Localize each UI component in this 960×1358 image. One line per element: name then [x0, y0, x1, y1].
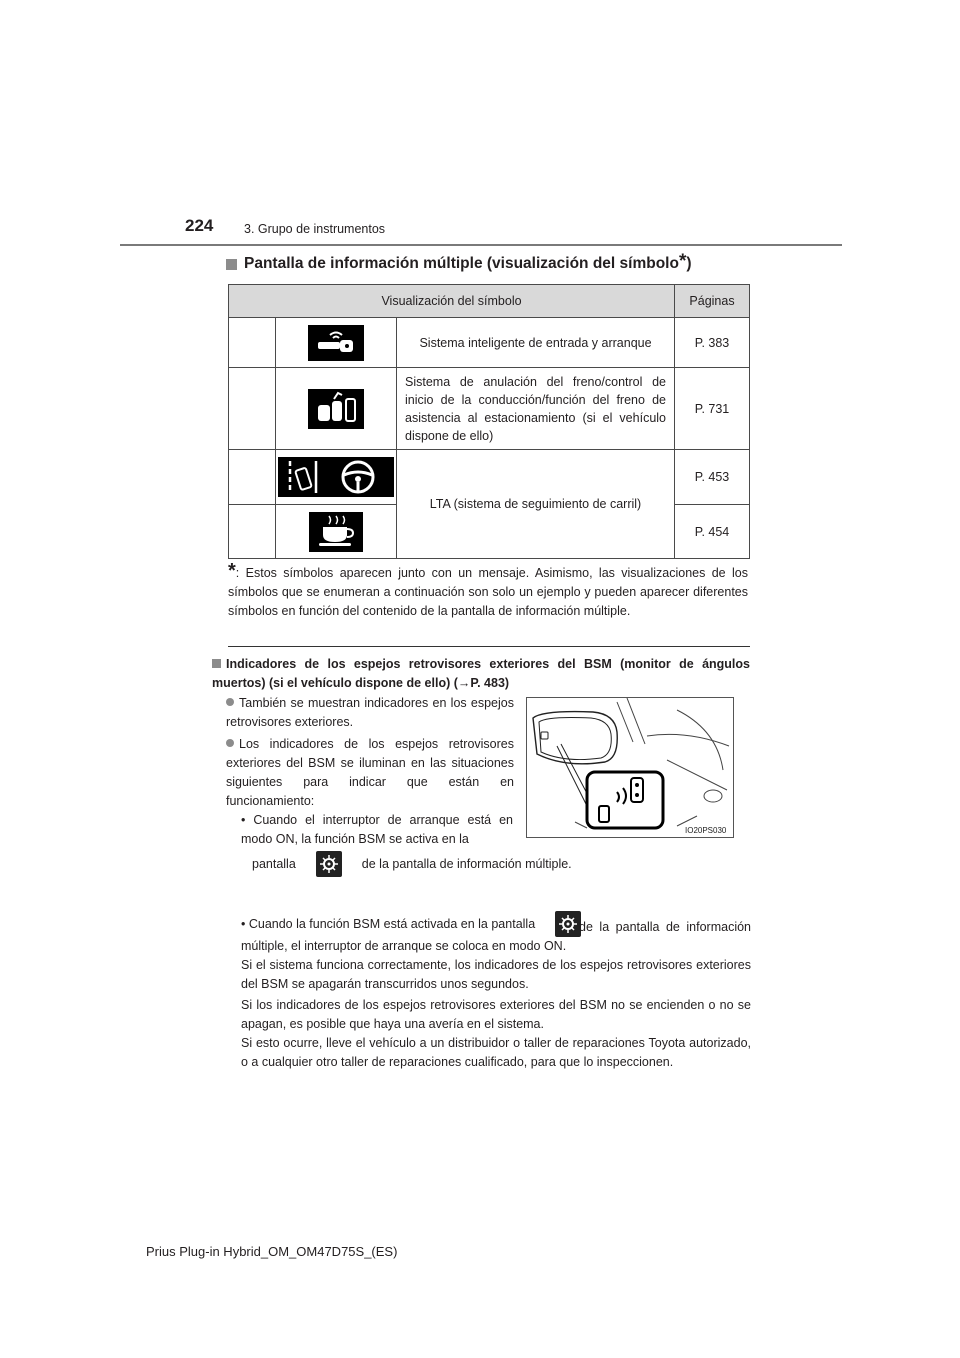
section-divider [228, 646, 750, 647]
bsm-heading: Indicadores de los espejos retrovisores exteriores del BSM (monitor de ángulos muertos) (si el vehículo dispone de ello) (→P. 483) [212, 657, 750, 690]
row-page: P. 453 [675, 450, 750, 505]
row-page: P. 454 [675, 505, 750, 559]
symbol-table [228, 284, 750, 559]
square-bullet-icon [226, 259, 237, 270]
row-description: LTA (sistema de seguimiento de carril) [397, 450, 675, 559]
table-row [229, 450, 750, 505]
sub-item-continuation: de la pantalla de información múltiple, el interruptor de arranque se coloca en modo ON. [241, 920, 751, 953]
col-header-pages: Páginas [675, 285, 750, 318]
bullet-dot-icon [226, 739, 234, 747]
chapter-title: 3. Grupo de instrumentos [244, 222, 386, 236]
header-divider [120, 244, 842, 246]
bullet-dot-icon [226, 698, 234, 706]
brake-override-icon [308, 389, 364, 429]
square-bullet-icon [212, 659, 221, 668]
coffee-cup-icon [309, 512, 363, 552]
col-header-symbol: Visualización del símbolo [229, 285, 675, 318]
list-item: Los indicadores de los espejos retrovisores exteriores del BSM se iluminan en las situaciones siguientes para indicar que están en funcionamiento: [226, 737, 514, 808]
lane-trace-icon [278, 457, 394, 497]
bsm-gear-icon [316, 851, 342, 877]
sub-item: • Cuando el interruptor de arranque está en modo ON, la función BSM se activa en la [241, 813, 513, 846]
sub-item: • Cuando la función BSM está activada en la pantalla [241, 911, 751, 937]
smart-key-icon [308, 325, 364, 361]
footer-text: Prius Plug-in Hybrid_OM_OM47D75S_(ES) [146, 1244, 398, 1259]
paragraph: Si esto ocurre, lleve el vehículo a un distribuidor o taller de reparaciones Toyota autorizado, o a cualquier otro taller de reparaciones cualificado, para que lo inspeccionen. [241, 1036, 751, 1069]
list-item: También se muestran indicadores en los espejos retrovisores exteriores. [226, 696, 514, 729]
bsm-mirror-figure [526, 697, 734, 838]
sub-item-continuation: pantalla de la pantalla de información múltiple. [252, 851, 514, 877]
paragraph: Si los indicadores de los espejos retrovisores exteriores del BSM no se encienden o no se apagan, es posible que haya una avería en el sistema. [241, 998, 751, 1031]
row-page: P. 383 [675, 318, 750, 368]
row-description: Sistema de anulación del freno/control de inicio de la conducción/función del freno de asistencia al estacionamiento (si el vehículo dispone de ello) [397, 368, 675, 450]
paragraph: Si el sistema funciona correctamente, los indicadores de los espejos retrovisores exteriores del BSM se apagarán transcurridos unos segundos. [241, 958, 751, 991]
table-row [229, 318, 750, 368]
footnote: *: Estos símbolos aparecen junto con un mensaje. Asimismo, las visualizaciones de los símbolos que se enumeran a continuación son solo un ejemplo y pueden aparecer diferentes símbolos en función del contenido de la pantalla de información múltiple. [228, 560, 748, 618]
section-title: Pantalla de información múltiple (visualización del símbolo * ) [226, 255, 692, 273]
figure-code: IO20PS030 [685, 826, 727, 835]
table-row [229, 368, 750, 450]
row-page: P. 731 [675, 368, 750, 450]
row-description: Sistema inteligente de entrada y arranque [397, 318, 675, 368]
page-number: 224 [185, 216, 214, 235]
